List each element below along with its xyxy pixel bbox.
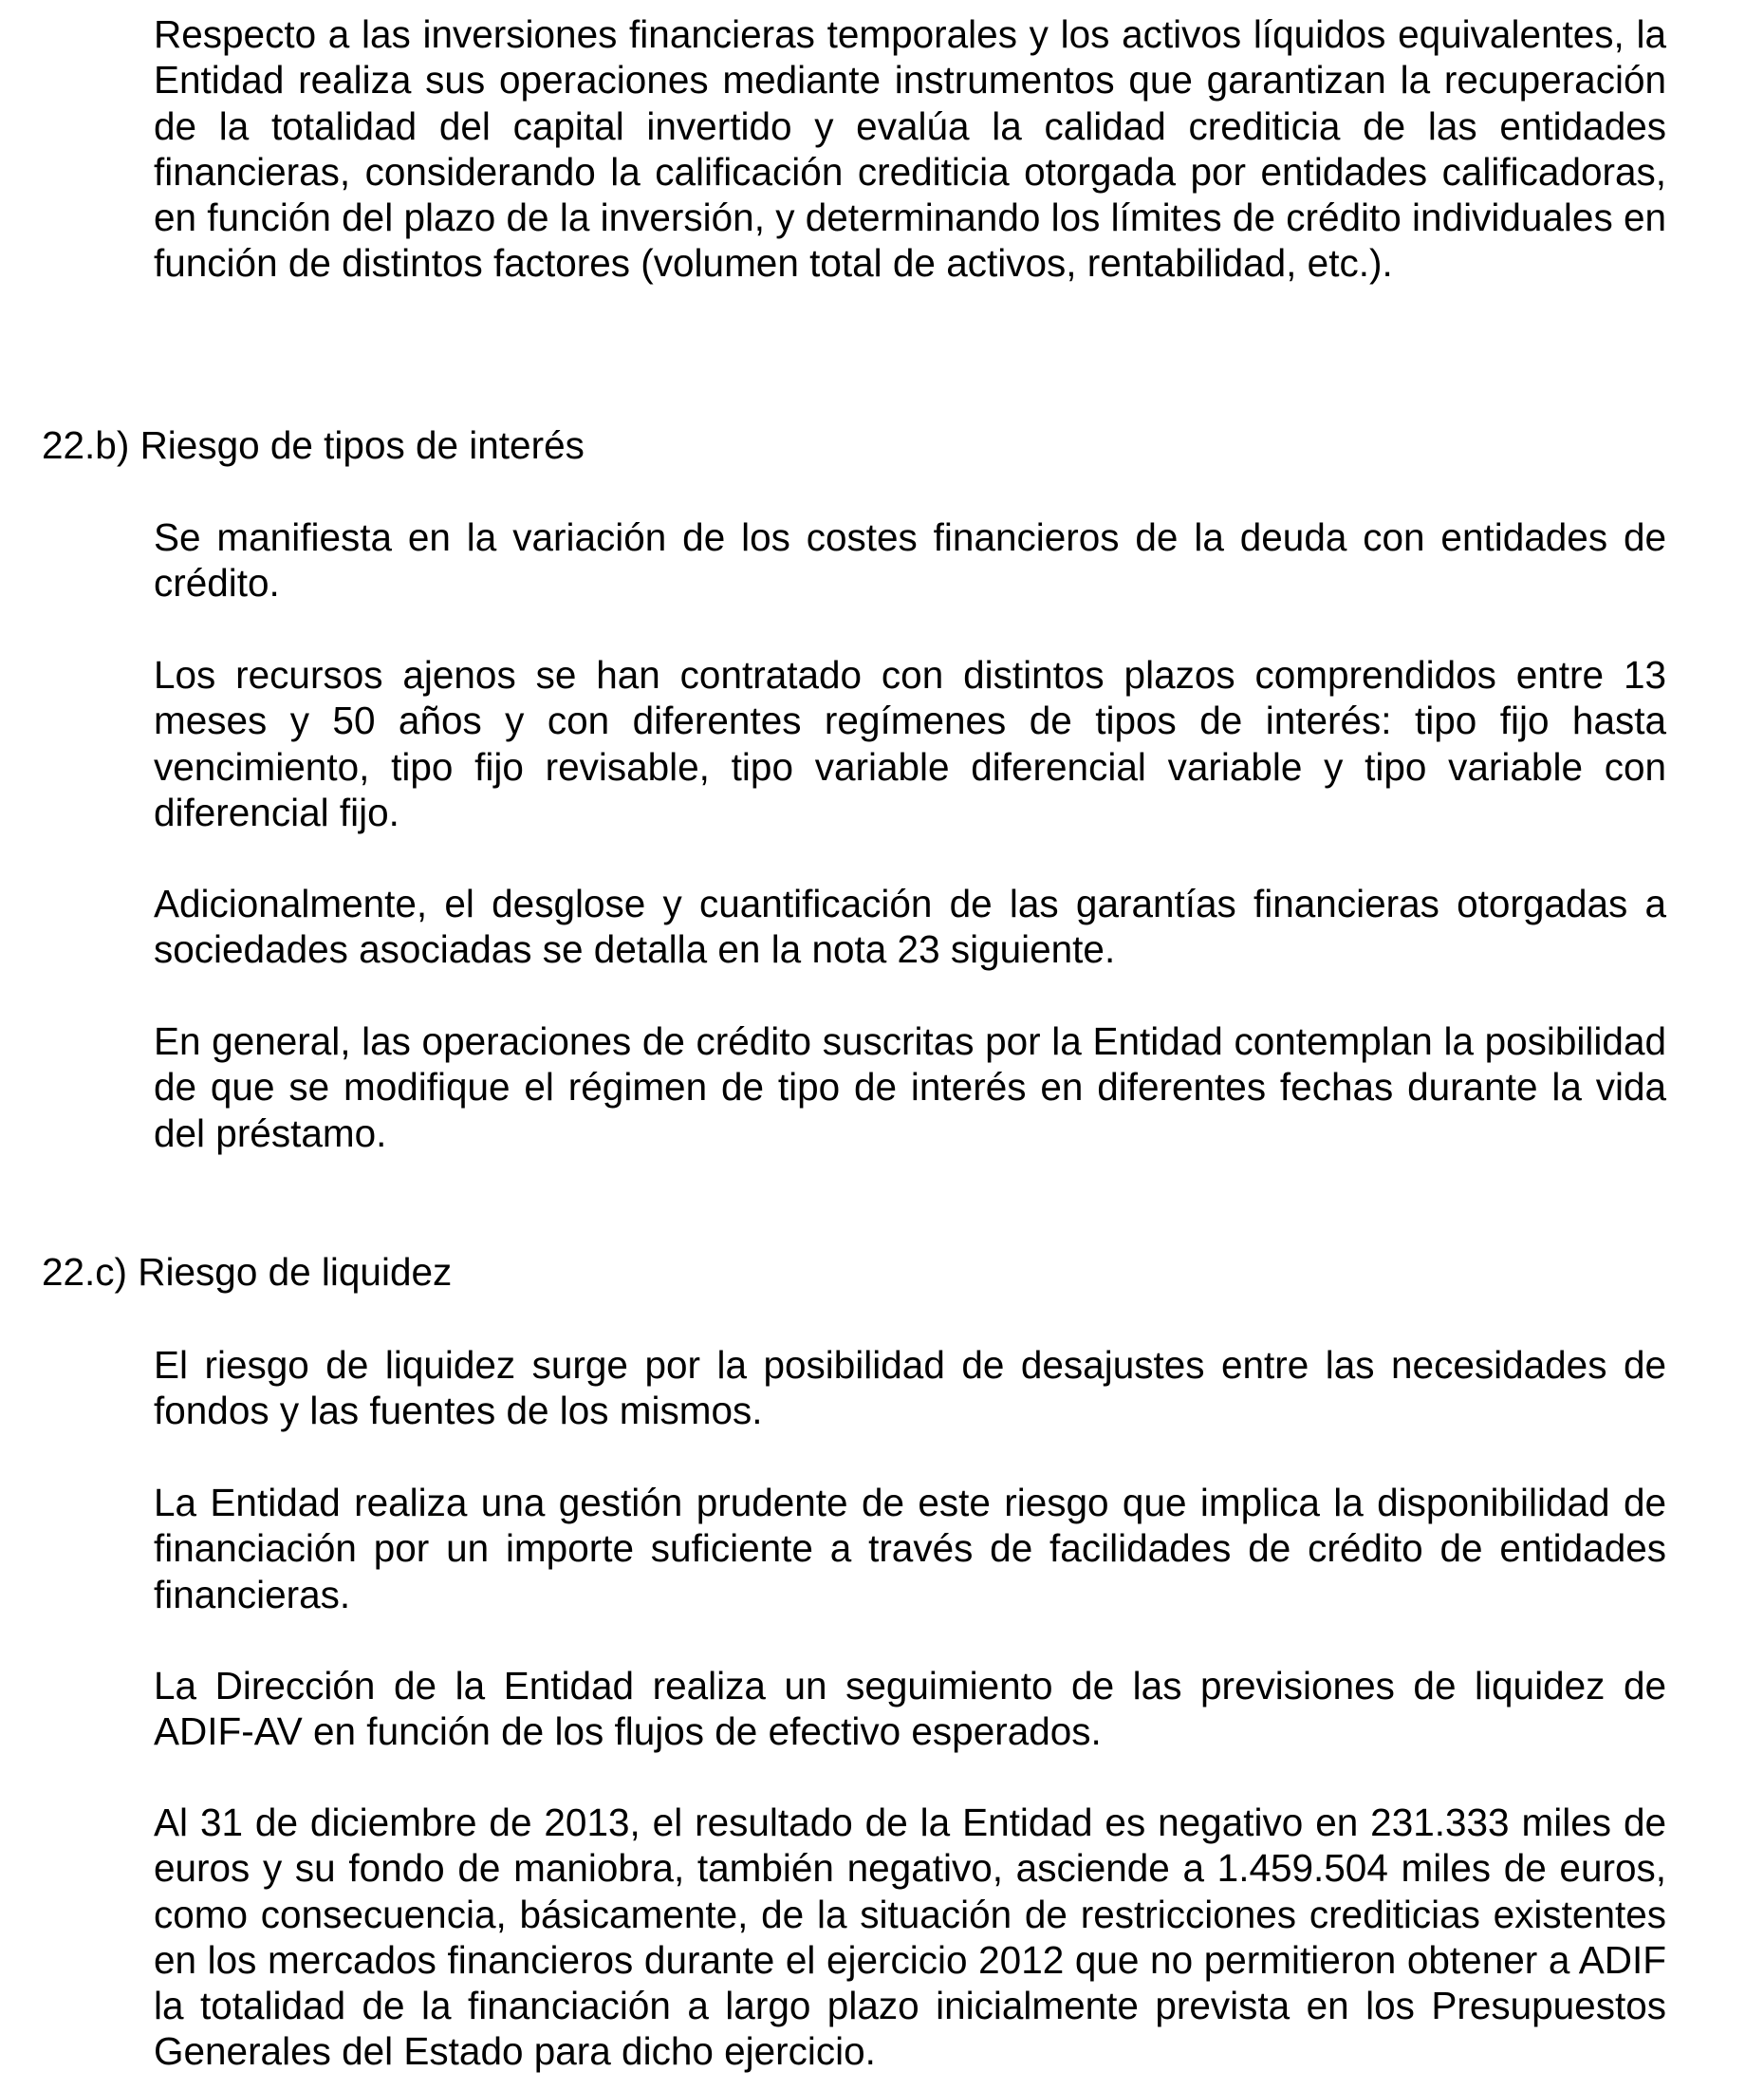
paragraph-year-end-result: Al 31 de diciembre de 2013, el resultado de la Entidad es negativo en 231.333 miles de euros y su fondo de maniobra, también negativo, asciende a 1.459.504 miles de euros, como consecuencia, básicamente, de la situación de restricciones crediticias existentes en los mercados financieros durante el ejercicio 2012 que no permitieron obtener a ADIF la totalidad de la financiación a largo plazo inicialmente prevista en los Presupuestos Generales del Estado para dicho ejercicio. <box>154 1801 1666 2074</box>
paragraph-liquidity-monitoring: La Dirección de la Entidad realiza un seguimiento de las previsiones de liquidez de ADIF-AV en función de los flujos de efectivo esperados. <box>154 1664 1666 1754</box>
paragraph-investments: Respecto a las inversiones financieras temporales y los activos líquidos equivalentes, la Entidad realiza sus operaciones mediante instrumentos que garantizan la recuperación de la totalidad del capital invertido y evalúa la calidad crediticia de las entidades financieras, considerando la calificación crediticia otorgada por entidades calificadoras, en función del plazo de la inversión, y determinando los límites de crédito individuales en función de distintos factores (volumen total de activos, rentabilidad, etc.). <box>154 12 1666 286</box>
paragraph-external-resources: Los recursos ajenos se han contratado con distintos plazos comprendidos entre 13 meses y 50 años y con diferentes regímenes de tipos de interés: tipo fijo hasta vencimiento, tipo fijo revisable, tipo variable diferencial variable y tipo variable con diferencial fijo. <box>154 653 1666 834</box>
paragraph-financial-guarantees: Adicionalmente, el desglose y cuantificación de las garantías financieras otorgadas a sociedades asociadas se detalla en la nota 23 siguiente. <box>154 882 1666 972</box>
heading-interest-rate-risk: 22.b) Riesgo de tipos de interés <box>42 423 585 467</box>
paragraph-credit-operations: En general, las operaciones de crédito suscritas por la Entidad contemplan la posibilidad de que se modifique el régimen de tipo de interés en diferentes fechas durante la vida del préstamo. <box>154 1019 1666 1155</box>
paragraph-liquidity-definition: El riesgo de liquidez surge por la posibilidad de desajustes entre las necesidades de fondos y las fuentes de los mismos. <box>154 1343 1666 1433</box>
paragraph-interest-rate-definition: Se manifiesta en la variación de los costes financieros de la deuda con entidades de crédito. <box>154 515 1666 606</box>
heading-liquidity-risk: 22.c) Riesgo de liquidez <box>42 1250 453 1294</box>
paragraph-prudent-management: La Entidad realiza una gestión prudente de este riesgo que implica la disponibilidad de financiación por un importe suficiente a través de facilidades de crédito de entidades financieras. <box>154 1481 1666 1616</box>
